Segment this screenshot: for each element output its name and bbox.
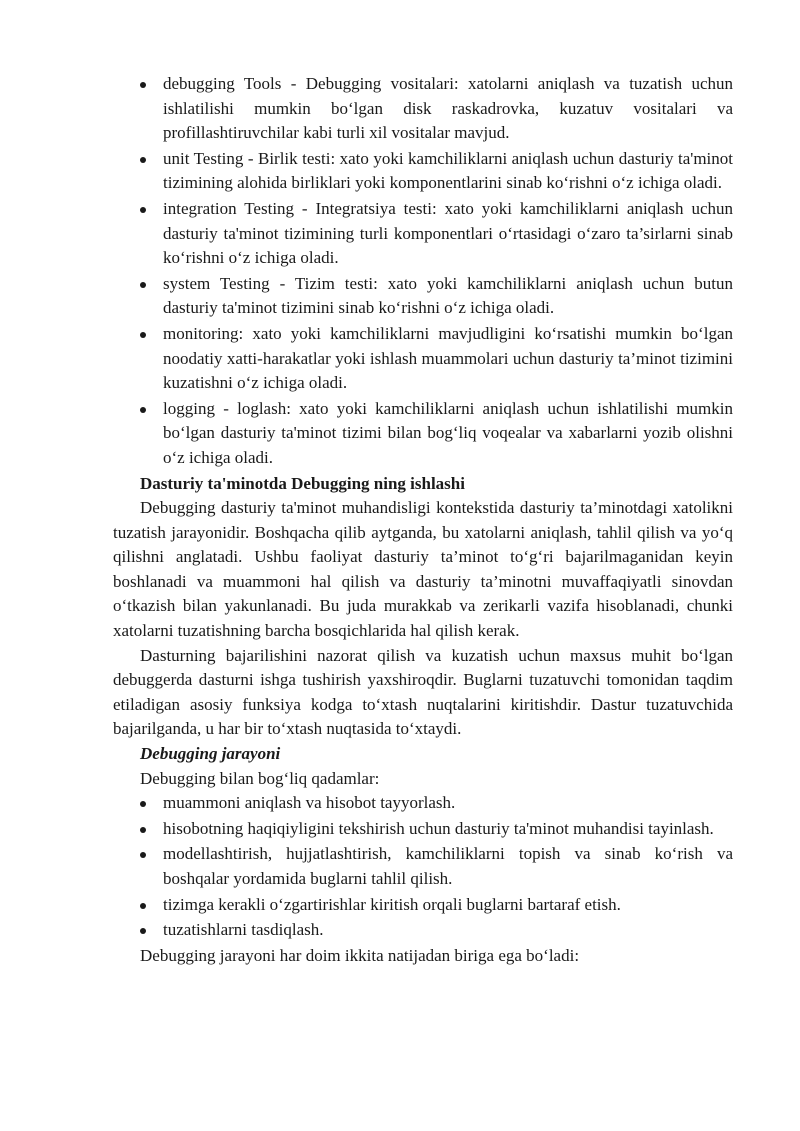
debugging-methods-list (113, 72, 733, 471)
closing-sentence: Debugging jarayoni har doim ikkita natijadan biriga ega bo‘ladi: (140, 945, 580, 965)
bullet-icon (140, 852, 146, 858)
paragraph-debugging-definition: Debugging dasturiy ta'minot muhandisligi kontekstida dasturiy ta’minotdagi xatolikni tuzatish jarayonidir. Boshqacha qilib aytganda, bu xatolarni aniqlash, tahlil qilish va yo‘q qilishni anglatadi. Ushbu faoliyat dasturiy ta’minot to‘g‘ri bajarilmaganidan keyin boshlanadi va muammoni hal qilish va dasturiy ta’minotni muvaffaqiyatli sinovdan o‘tkazish bilan yakunlanadi. Bu juda murakkab va zerikarli vazifa hisoblanadi, chunki xatolarni tuzatishning barcha bosqichlarida hal qilish kerak. (113, 498, 733, 641)
list-item: unit Testing - Birlik testi: xato yoki kamchiliklarni aniqlash uchun dasturiy ta'minot tizimining alohida birliklari yoki komponentlarini sinab ko‘rishni o‘z ichiga oladi. (113, 147, 733, 196)
list-item: system Testing - Tizim testi: xato yoki kamchiliklarni aniqlash uchun butun dasturiy ta'minot tizimini sinab ko‘rishni o‘z ichiga oladi. (113, 272, 733, 321)
bullet-icon (140, 827, 146, 833)
list-item: monitoring: xato yoki kamchiliklarni mavjudligini ko‘rsatishi mumkin bo‘lgan noodatiy xatti-harakatlar yoki ishlash muammolari uchun dasturiy ta’minot tizimini kuzatishni o‘z ichiga oladi. (113, 322, 733, 396)
bullet-icon (140, 332, 146, 338)
list-item: tizimga kerakli o‘zgartirishlar kiritish orqali buglarni bartaraf etish. (113, 893, 733, 918)
bullet-icon (140, 282, 146, 288)
list-item: muammoni aniqlash va hisobot tayyorlash. (113, 791, 733, 816)
paragraph-debugger-usage: Dasturning bajarilishini nazorat qilish va kuzatish uchun maxsus muhit bo‘lgan debuggerda dasturni ishga tushirish yaxshiroqdir. Buglarni tuzatuvchi tomonidan taqdim etiladigan asosiy funksiya kodga to‘xtash nuqtalarini kiritishdir. Dastur tuzatuvchida bajarilganda, u har bir to‘xtash nuqtasida to‘xtaydi. (113, 645, 733, 739)
section-heading: Dasturiy ta'minotda Debugging ning ishlashi (140, 473, 465, 493)
debugging-steps-list (113, 791, 733, 943)
list-item: debugging Tools - Debugging vositalari: xatolarni aniqlash va tuzatish uchun ishlatilishi mumkin bo‘lgan disk raskadrovka, kuzatuv vositalari va profillashtiruvchilar kabi turli xil vositalar mavjud. (113, 72, 733, 146)
list-item: integration Testing - Integratsiya testi: xato yoki kamchiliklarni aniqlash uchun dasturiy ta'minot tizimining turli komponentlari o‘rtasidagi o‘zaro ta’sirlarni sinab ko‘rishni o‘z ichiga oladi. (113, 197, 733, 271)
list-item: logging - loglash: xato yoki kamchiliklarni aniqlash uchun ishlatilishi mumkin bo‘lgan dasturiy ta'minot tizimi bilan bog‘liq voqealar va xabarlarni yozib olishni o‘z ichiga oladi. (113, 397, 733, 471)
bullet-icon (140, 157, 146, 163)
list-item: modellashtirish, hujjatlashtirish, kamchiliklarni topish va sinab ko‘rish va boshqalar yordamida buglarni tahlil qilish. (113, 842, 733, 891)
bullet-icon (140, 928, 146, 934)
list-item: tuzatishlarni tasdiqlash. (113, 918, 733, 943)
bullet-icon (140, 903, 146, 909)
steps-intro: Debugging bilan bog‘liq qadamlar: (140, 768, 380, 788)
subsection-heading: Debugging jarayoni (140, 744, 281, 764)
bullet-icon (140, 407, 146, 413)
bullet-icon (140, 82, 146, 88)
bullet-icon (140, 801, 146, 807)
bullet-icon (140, 207, 146, 213)
list-item: hisobotning haqiqiyligini tekshirish uchun dasturiy ta'minot muhandisi tayinlash. (113, 817, 733, 842)
